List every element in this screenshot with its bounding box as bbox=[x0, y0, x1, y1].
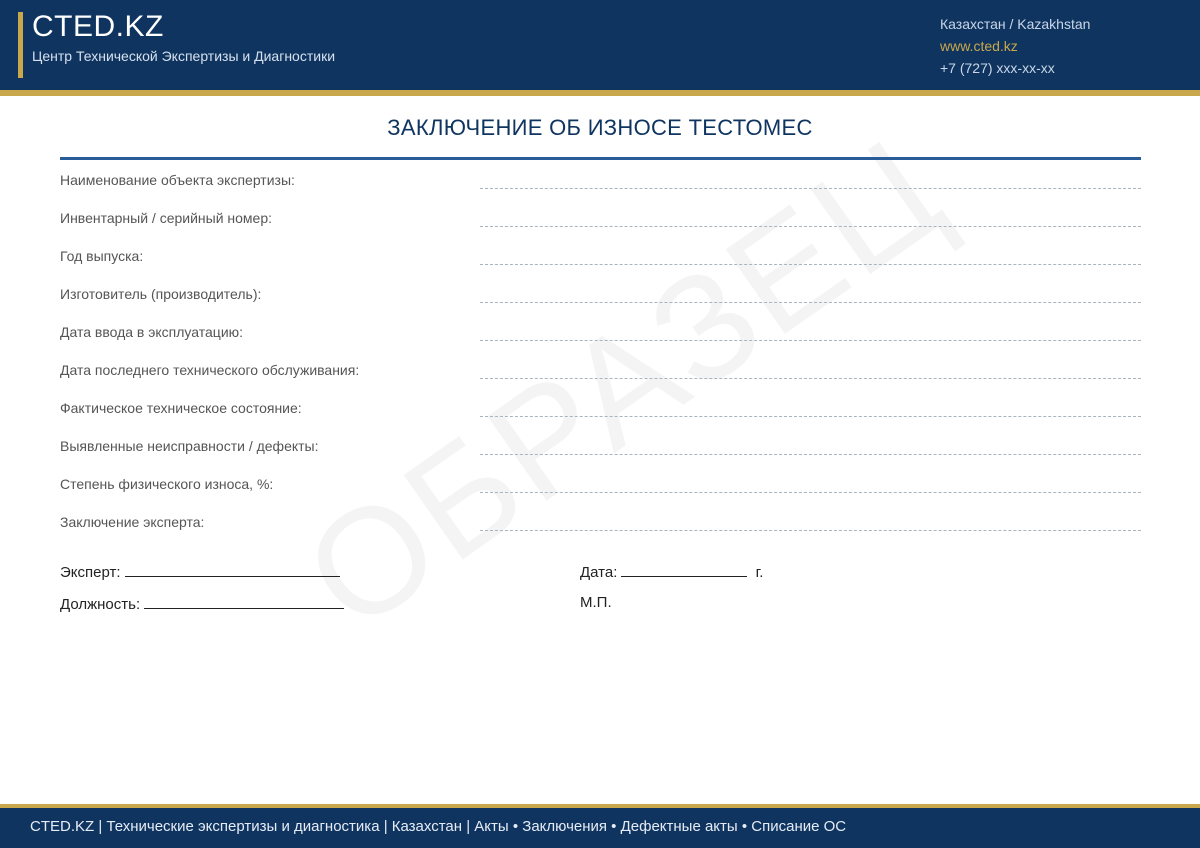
field-input-line[interactable] bbox=[480, 378, 1141, 379]
field-label: Выявленные неисправности / дефекты: bbox=[60, 438, 319, 454]
year-suffix: г. bbox=[755, 564, 764, 581]
field-input-line[interactable] bbox=[480, 226, 1141, 227]
form-field-row bbox=[60, 514, 1141, 552]
expert-signature-line[interactable] bbox=[125, 562, 340, 577]
footer-text: CTED.KZ | Технические экспертизы и диагностика | Казахстан | Акты • Заключения • Дефектные акты • Списание ОС bbox=[30, 818, 847, 835]
field-input-line[interactable] bbox=[480, 188, 1141, 189]
expert-label: Эксперт: bbox=[60, 564, 121, 581]
form-field-row bbox=[60, 286, 1141, 324]
field-label: Дата ввода в эксплуатацию: bbox=[60, 324, 244, 340]
expert-signature bbox=[60, 562, 340, 581]
brand-accent-bar bbox=[18, 12, 23, 78]
form-field-row bbox=[60, 324, 1141, 362]
field-input-line[interactable] bbox=[480, 264, 1141, 265]
contact-country: Казахстан / Kazakhstan bbox=[940, 16, 1091, 32]
field-input-line[interactable] bbox=[480, 340, 1141, 341]
position-signature bbox=[60, 594, 344, 613]
field-input-line[interactable] bbox=[480, 492, 1141, 493]
field-label: Дата последнего технического обслуживания: bbox=[60, 362, 360, 378]
footer bbox=[0, 808, 1200, 848]
form-field-row bbox=[60, 438, 1141, 476]
document-title: ЗАКЛЮЧЕНИЕ ОБ ИЗНОСЕ ТЕСТОМЕС bbox=[387, 115, 813, 140]
form-field-row bbox=[60, 400, 1141, 438]
date-signature bbox=[580, 562, 763, 581]
header bbox=[0, 0, 1200, 90]
position-signature-line[interactable] bbox=[144, 594, 344, 609]
date-signature-line[interactable] bbox=[621, 562, 747, 577]
header-gold-stripe bbox=[0, 90, 1200, 96]
field-input-line[interactable] bbox=[480, 454, 1141, 455]
field-label: Инвентарный / серийный номер: bbox=[60, 210, 273, 226]
form-field-row bbox=[60, 362, 1141, 400]
field-input-line[interactable] bbox=[480, 530, 1141, 531]
form-field-row bbox=[60, 476, 1141, 514]
contact-phone: +7 (727) xxx-xx-xx bbox=[940, 60, 1055, 76]
form-field-row bbox=[60, 210, 1141, 248]
stamp-place: М.П. bbox=[580, 594, 612, 611]
title-divider bbox=[60, 157, 1141, 160]
brand-subtitle: Центр Технической Экспертизы и Диагностики bbox=[32, 48, 336, 64]
position-label: Должность: bbox=[60, 596, 141, 613]
field-label: Степень физического износа, %: bbox=[60, 476, 274, 492]
field-input-line[interactable] bbox=[480, 416, 1141, 417]
field-label: Наименование объекта экспертизы: bbox=[60, 172, 295, 188]
contact-website-link[interactable]: www.cted.kz bbox=[940, 38, 1018, 54]
form-field-row bbox=[60, 248, 1141, 286]
date-label: Дата: bbox=[580, 564, 618, 581]
field-input-line[interactable] bbox=[480, 302, 1141, 303]
brand-logo[interactable]: CTED.KZ bbox=[32, 10, 164, 43]
field-label: Фактическое техническое состояние: bbox=[60, 400, 302, 416]
field-label: Год выпуска: bbox=[60, 248, 144, 264]
field-label: Заключение эксперта: bbox=[60, 514, 205, 530]
field-label: Изготовитель (производитель): bbox=[60, 286, 262, 302]
form-field-row bbox=[60, 172, 1141, 210]
